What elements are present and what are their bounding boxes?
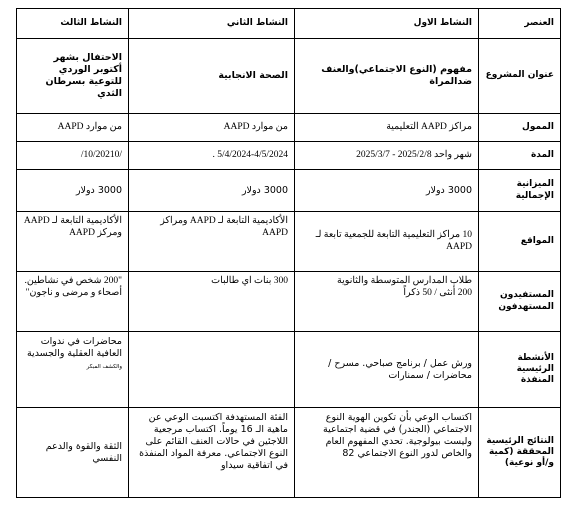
cell-funder-a3: من موارد AAPD xyxy=(17,114,129,142)
cell-budget-a2: 3000 دولار xyxy=(129,170,295,212)
row-label-beneficiaries: المستفيدون المستهدفون xyxy=(479,272,561,332)
cell-beneficiaries-a3: "200 شخص في نشاطين. أصحاء و مرضى و ناجون" xyxy=(17,272,129,332)
table-row-beneficiaries xyxy=(17,272,561,332)
cell-duration-a3: /10/20210/ xyxy=(17,142,129,170)
cell-title-a2: الصحة الانجابية xyxy=(129,39,295,114)
cell-locations-a3: الأكاديمية التابعة لـ AAPD ومركز AAPD xyxy=(17,212,129,272)
cell-duration-a1: شهر واحد 2025/2/8 - 2025/3/7 xyxy=(295,142,479,170)
cell-locations-a2: الأكاديمية التابعة لـ AAPD ومراكز AAPD xyxy=(129,212,295,272)
cell-activities-a2 xyxy=(129,332,295,408)
cell-beneficiaries-a1 xyxy=(295,272,479,332)
activities-a3-main: محاضرات في ندوات العافية العقلية والجسدية xyxy=(26,336,122,359)
cell-beneficiaries-a2: 300 بنات اي طالبات xyxy=(129,272,295,332)
table-row-title xyxy=(17,39,561,114)
table-row-budget xyxy=(17,170,561,212)
table-row-results xyxy=(17,408,561,498)
row-label-results: النتائج الرئيسية المحققة (كمية و/أو نوعية) xyxy=(479,408,561,498)
row-label-budget: الميزانية الإجمالية xyxy=(479,170,561,212)
table-row-funder xyxy=(17,114,561,142)
beneficiaries-a1-line2: 200 أنثى / 50 ذكراً xyxy=(403,287,472,298)
activities-a3-small: والكشف المبكر xyxy=(86,363,122,370)
cell-results-a1: اكتساب الوعي بأن تكوين الهوية النوع الاجتماعي (الجندر) في قضية اجتماعية وليست بيولوجية. تحدي المفهوم العام والخاص لدور النوع الاجتماعي 82 xyxy=(295,408,479,498)
header-activity-1: النشاط الاول xyxy=(295,9,479,39)
cell-locations-a1: 10 مراكز التعليمية التابعة للجمعية تابعة لـ AAPD xyxy=(295,212,479,272)
cell-duration-a2: 5/4/2024-4/5/2024 . xyxy=(129,142,295,170)
cell-funder-a2: من موارد AAPD xyxy=(129,114,295,142)
row-label-locations: المواقع xyxy=(479,212,561,272)
table-row-locations xyxy=(17,212,561,272)
cell-results-a3: الثقة والقوة والدعم النفسي xyxy=(17,408,129,498)
table-row-duration xyxy=(17,142,561,170)
table-row-activities xyxy=(17,332,561,408)
cell-activities-a3 xyxy=(17,332,129,408)
row-label-activities: الأنشطة الرئيسية المنفذة xyxy=(479,332,561,408)
cell-budget-a1: 3000 دولار xyxy=(295,170,479,212)
cell-funder-a1: مراكز AAPD التعليمية xyxy=(295,114,479,142)
row-label-title: عنوان المشروع xyxy=(479,39,561,114)
beneficiaries-a1-line1: طلاب المدارس المتوسطة والثانوية xyxy=(337,276,472,286)
cell-results-a2: الفئة المستهدفة اكتسبت الوعي عن ماهية الـ 16 يوماً. اكتساب مرجعية اللاجئين في حالات العنف القائم على النوع الاجتماعي. معرفة المواد المنفذة في اتفاقية سيداو xyxy=(129,408,295,498)
header-element: العنصر xyxy=(479,9,561,39)
activities-table xyxy=(16,8,561,498)
header-row xyxy=(17,9,561,39)
row-label-duration: المدة xyxy=(479,142,561,170)
cell-title-a1: مفهوم (النوع الاجتماعي)والعنف ضدالمراة xyxy=(295,39,479,114)
header-activity-3: النشاط الثالث xyxy=(17,9,129,39)
row-label-funder: الممول xyxy=(479,114,561,142)
cell-activities-a1: ورش عمل / برنامج صباحي. مسرح / محاضرات / سمنارات xyxy=(295,332,479,408)
cell-title-a3: الاحتفال بشهر أكتوبر الوردي للتوعية بسرطان الثدي xyxy=(17,39,129,114)
header-activity-2: النشاط الثاني xyxy=(129,9,295,39)
cell-budget-a3: 3000 دولار xyxy=(17,170,129,212)
